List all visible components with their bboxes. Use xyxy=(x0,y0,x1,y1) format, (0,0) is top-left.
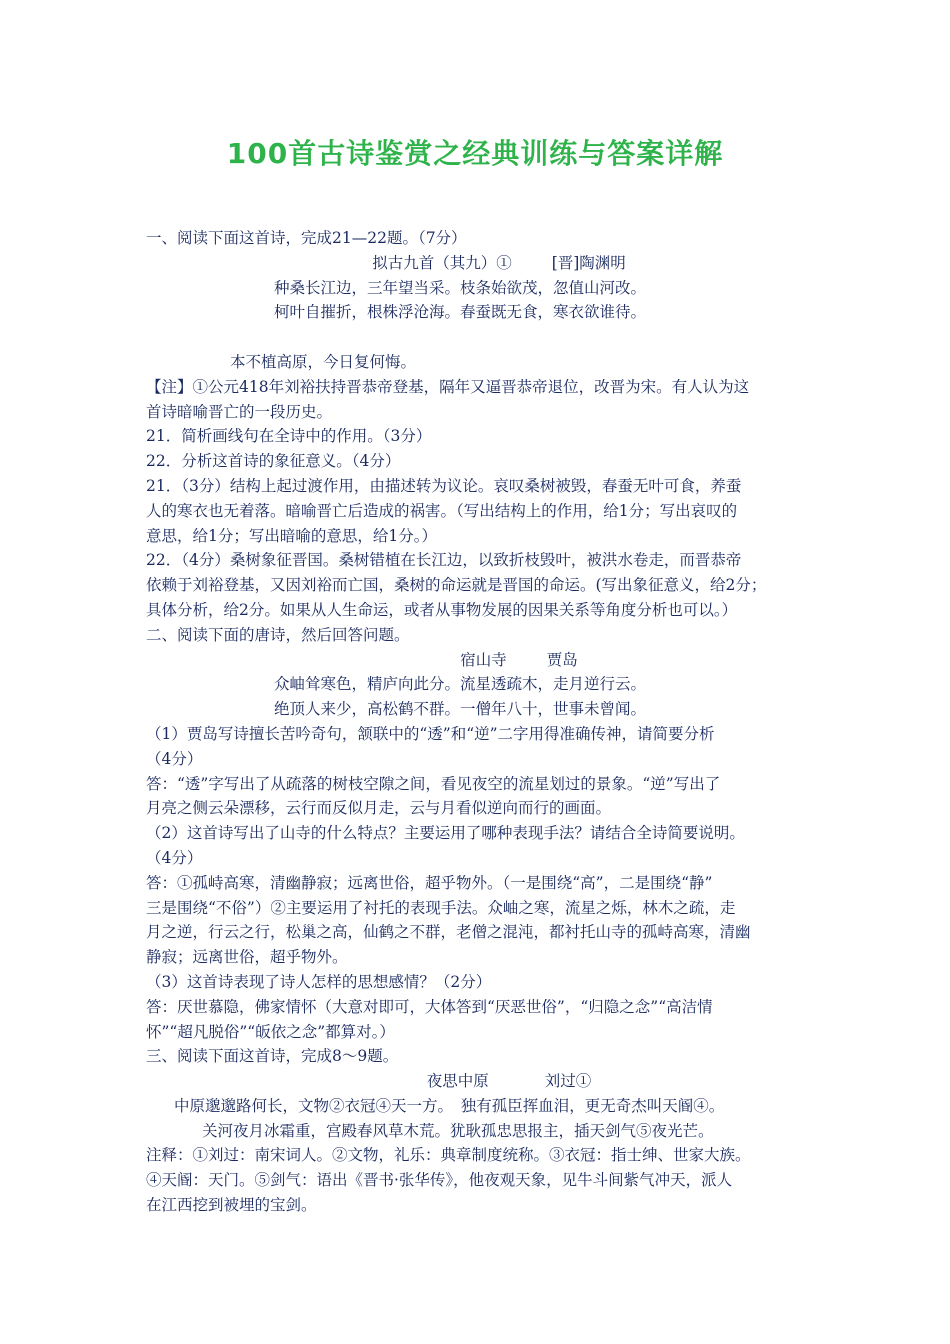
poem-title: 宿山寺 xyxy=(460,650,507,669)
poem-author: 贾岛 xyxy=(546,650,578,669)
answer-text: 答：①孤峙高寒，清幽静寂；远离世俗，超乎物外。（一是围绕“高”，二是围绕“静” xyxy=(146,873,713,892)
poem-heading xyxy=(146,648,812,673)
question-text: （3）这首诗表现了诗人怎样的思想感情？（2分） xyxy=(146,972,492,991)
blank-line xyxy=(146,325,812,350)
poem-author: 刘过① xyxy=(544,1072,592,1091)
poem-author: [晋]陶渊明 xyxy=(551,253,626,272)
question-text: 21．简析画线句在全诗中的作用。（3分） xyxy=(146,427,432,446)
answer-text: 答：厌世慕隐，佛家情怀（大意对即可，大体答到“厌恶世俗”，“归隐之念”“高洁情 xyxy=(146,997,713,1016)
question-text: （2）这首诗写出了山寺的什么特点？主要运用了哪种表现手法？请结合全诗简要说明。 xyxy=(146,824,745,843)
poem-verse: 种桑长江边，三年望当采。枝条始欲茂，忽值山河改。 xyxy=(274,278,647,297)
answer-text: 月之逆，行云之行，松巢之高，仙鹤之不群，老僧之混沌，都衬托山寺的孤峙高寒，清幽 xyxy=(146,923,751,942)
answer-text: 怀”“超凡脱俗”“皈依之念”都算对。） xyxy=(146,1022,395,1041)
poem-title: 拟古九首（其九）① xyxy=(372,253,512,272)
section-heading: 一、阅读下面这首诗，完成21—22题。（7分） xyxy=(146,229,467,247)
answer-text: 意思，给1分；写出暗喻的意思，给1分。） xyxy=(146,526,437,545)
page-title: 100首古诗鉴赏之经典训练与答案详解 xyxy=(226,137,724,170)
poem-verse: 众岫耸寒色，精庐向此分。流星透疏木，走月逆行云。 xyxy=(274,675,647,694)
poem-title: 夜思中原 xyxy=(426,1072,489,1091)
question-text: （4分） xyxy=(146,848,203,867)
answer-text: 人的寒衣也无着落。暗喻晋亡后造成的祸害。（写出结构上的作用，给1分；写出哀叹的 xyxy=(146,501,738,520)
poem-verse: 中原邈邈路何长，文物②衣冠④天一方。 独有孤臣挥血泪，更无奇杰叫天阍④。 xyxy=(174,1096,725,1115)
poem-verse: 柯叶自摧折，根株浮沧海。春蚕既无食，寒衣欲谁待。 xyxy=(274,303,647,322)
poem-verse-underlined: 本不植高原，今日复何悔。 xyxy=(230,352,417,371)
question-text: 22．分析这首诗的象征意义。（4分） xyxy=(146,452,401,471)
note-text: ④天阍：天门。⑤剑气：语出《晋书·张华传》，他夜观天象，见牛斗间紫气冲天，派人 xyxy=(146,1171,733,1190)
question-text: （1）贾岛写诗擅长苦吟奇句，颔联中的“透”和“逆”二字用得准确传神，请简要分析 xyxy=(146,724,715,743)
answer-text: 三是围绕“不俗”）②主要运用了衬托的表现手法。众岫之寒，流星之烁，林木之疏，走 xyxy=(146,898,736,917)
answer-text: 具体分析，给2分。如果从人生命运，或者从事物发展的因果关系等角度分析也可以。） xyxy=(146,600,738,619)
question-text: （4分） xyxy=(146,749,203,768)
poem-heading xyxy=(146,1069,812,1094)
answer-text: 静寂；远离世俗，超乎物外。 xyxy=(146,948,348,967)
answer-text: 21．（3分）结构上起过渡作用，由描述转为议论。哀叹桑树被毁，春蚕无叶可食，养蚕 xyxy=(146,476,742,495)
poem-heading xyxy=(146,251,812,276)
answer-text: 月亮之侧云朵漂移，云行而反似月走，云与月看似逆向而行的画面。 xyxy=(146,799,612,818)
note-text: 在江西挖到被埋的宝剑。 xyxy=(146,1196,317,1215)
section-heading: 二、阅读下面的唐诗，然后回答问题。 xyxy=(146,625,410,644)
section-heading: 三、阅读下面这首诗，完成8～9题。 xyxy=(146,1047,399,1066)
note-text: 首诗暗喻晋亡的一段历史。 xyxy=(146,402,333,421)
document-body xyxy=(146,226,812,1218)
poem-verse: 绝顶人来少，高松鹤不群。一僧年八十，世事未曾闻。 xyxy=(274,700,647,719)
poem-verse: 关河夜月冰霜重，宫殿春风草木荒。犹耿孤忠思报主，插天剑气⑤夜光芒。 xyxy=(202,1121,714,1140)
note-text: 注释：①刘过：南宋词人。②文物，礼乐：典章制度统称。③衣冠：指士绅、世家大族。 xyxy=(146,1146,751,1165)
answer-text: 答：“透”字写出了从疏落的树枝空隙之间，看见夜空的流星划过的景象。“逆”写出了 xyxy=(146,774,721,793)
note-text: 【注】①公元418年刘裕扶持晋恭帝登基，隔年又逼晋恭帝退位，改晋为宋。有人认为这 xyxy=(146,377,750,396)
answer-text: 依赖于刘裕登基，又因刘裕而亡国，桑树的命运就是晋国的命运。(写出象征意义，给2分； xyxy=(146,576,767,595)
answer-text: 22．（4分）桑树象征晋国。桑树错植在长江边，以致折枝毁叶，被洪水卷走，而晋恭帝 xyxy=(146,551,742,570)
